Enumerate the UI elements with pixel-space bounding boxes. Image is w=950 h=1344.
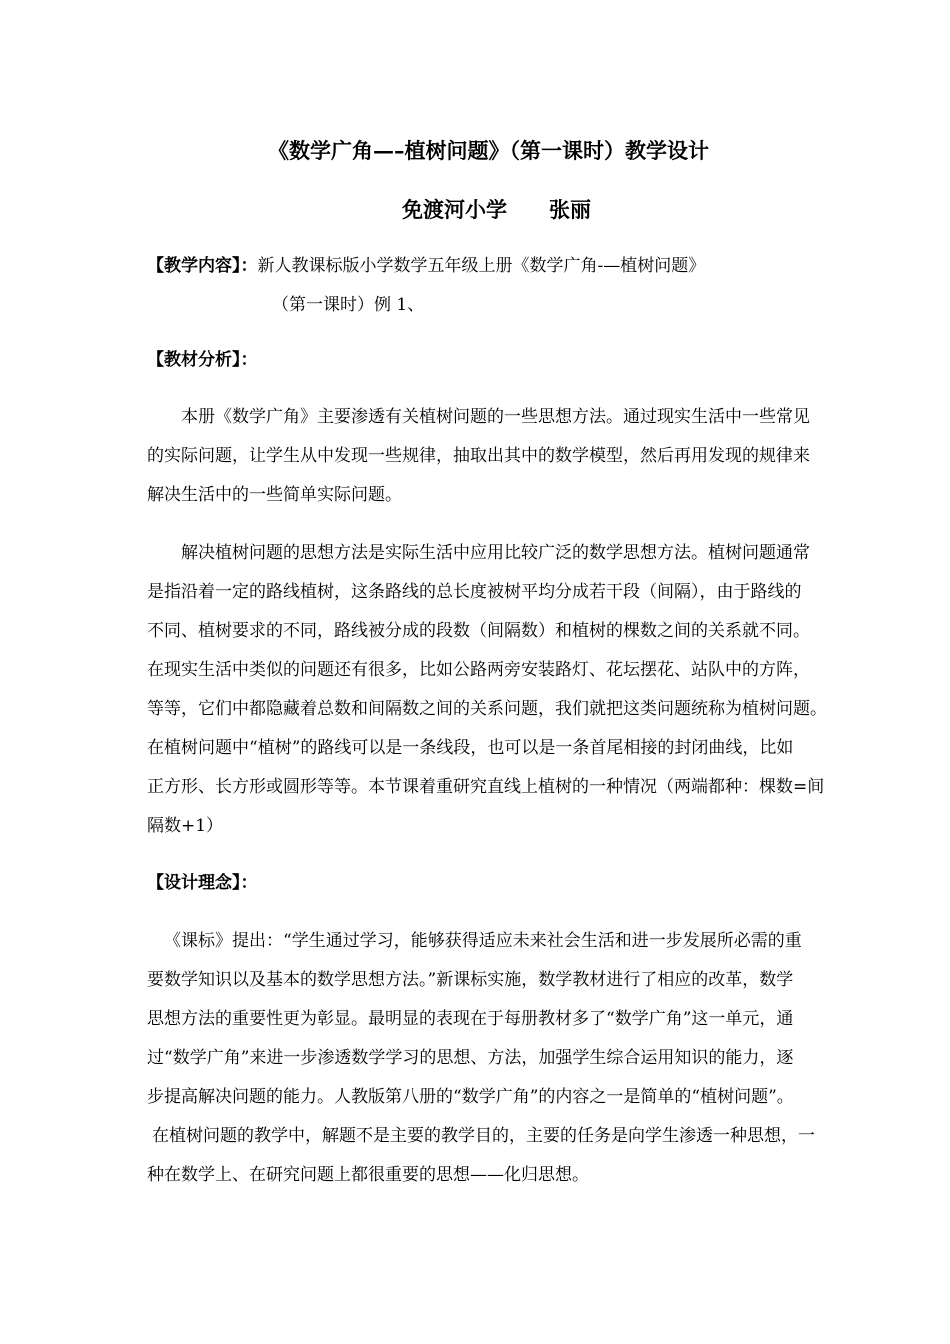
author-line: 免渡河小学 张丽 xyxy=(402,197,591,222)
teaching-content xyxy=(147,256,705,276)
analysis-p1-line-3: 解决生活中的一些简单实际问题。 xyxy=(147,485,402,505)
analysis-p2-line-7: 正方形、长方形或圆形等等。本节课着重研究直线上植树的一种情况（两端都种：棵数=间 xyxy=(147,777,825,797)
teaching-content-line-1: 新人教课标版小学数学五年级上册《数学广角-—植树问题》 xyxy=(257,256,706,276)
concept-p1-line-1: 《课标》提出：“学生通过学习，能够获得适应未来社会生活和进一步发展所必需的重 xyxy=(164,931,802,951)
teaching-content-line-2: （第一课时）例 1、 xyxy=(272,295,425,315)
teaching-content-label: 【教学内容】： xyxy=(147,256,258,276)
analysis-p2-line-8: 隔数+1） xyxy=(147,816,224,836)
concept-p1-line-4: 过“数学广角”来进一步渗透数学学习的思想、方法，加强学生综合运用知识的能力，逐 xyxy=(147,1048,794,1068)
concept-p1-line-7: 种在数学上、在研究问题上都很重要的思想——化归思想。 xyxy=(147,1165,589,1185)
analysis-p2-line-6: 在植树问题中“植树”的路线可以是一条线段，也可以是一条首尾相接的封闭曲线，比如 xyxy=(147,738,794,758)
analysis-p1-line-2: 的实际问题，让学生从中发现一些规律，抽取出其中的数学模型，然后再用发现的规律来 xyxy=(147,446,810,466)
analysis-p2-line-5: 等等，它们中都隐藏着总数和间隔数之间的关系问题，我们就把这类问题统称为植树问题。 xyxy=(147,699,827,719)
concept-p1-line-6: 在植树问题的教学中，解题不是主要的教学目的，主要的任务是向学生渗透一种思想，一 xyxy=(152,1126,815,1146)
document-title: 《数学广角—–植树问题》（第一课时）教学设计 xyxy=(268,138,709,163)
analysis-p2-line-2: 是指沿着一定的路线植树，这条路线的总长度被树平均分成若干段（间隔），由于路线的 xyxy=(147,582,802,602)
analysis-p1-line-1: 本册《数学广角》主要渗透有关植树问题的一些思想方法。通过现实生活中一些常见 xyxy=(181,407,810,427)
concept-p1-line-3: 思想方法的重要性更为彰显。最明显的表现在于每册教材多了“数学广角”这一单元，通 xyxy=(147,1009,794,1029)
analysis-p2-line-3: 不同、植树要求的不同，路线被分成的段数（间隔数）和植树的棵数之间的关系就不同。 xyxy=(147,621,810,641)
analysis-heading: 【教材分析】： xyxy=(147,350,258,370)
analysis-p2-line-4: 在现实生活中类似的问题还有很多，比如公路两旁安装路灯、花坛摆花、站队中的方阵， xyxy=(147,660,810,680)
concept-heading: 【设计理念】： xyxy=(147,873,258,893)
concept-p1-line-5: 步提高解决问题的能力。人教版第八册的“数学广角”的内容之一是简单的“植树问题”。 xyxy=(147,1087,794,1107)
analysis-p2-line-1: 解决植树问题的思想方法是实际生活中应用比较广泛的数学思想方法。植树问题通常 xyxy=(181,543,810,563)
concept-p1-line-2: 要数学知识以及基本的数学思想方法。”新课标实施，数学教材进行了相应的改革，数学 xyxy=(147,970,794,990)
